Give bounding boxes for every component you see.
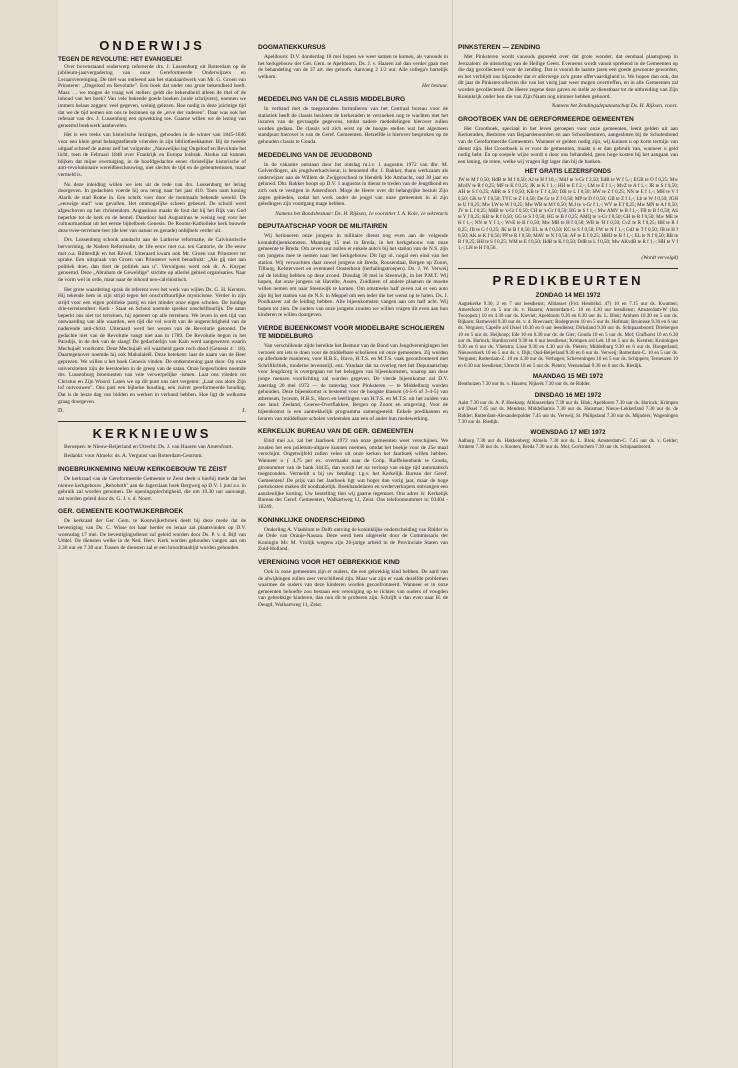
column-1 — [58, 38, 246, 554]
heading: DEPUTAATSCHAP VOOR DE MILITAIREN — [258, 223, 388, 231]
signature-row — [58, 408, 246, 415]
paragraph: Het grote waardering sprak de referent over het werk van wijlen Ds. G. H. Kersten. Hij tekende hem in zijn strijd tegen het onschriftuurlijke mysticisme. Verder in zijn strijd voor een eigen politieke partij en niet minder onze eigen scholen. De huidige drie-terreinenleer: Kerk - Staat en School noemde spreker onschriftuurlijk. De satan beperkt ons niet tot terreinen, hij opereert op alle terreinen. We leven in een tijd van ontwaarding van alle waarden, een tijd die vol wordt van de ongerechtigheid van de naderende anti-christ. Uiteraard werd het wezen van de Revolutie getoond. De gedachte niet van de Revolutie vangt niet aan in 1789. De Revolutie begon in het Paradijs, in de dek van de slang! De gedachtelijn van Kain werd aangewezen waarin Mechujaël voorkomt. Deze Mechujaël wil waarheid gaste roch dood (Genesis 4 : 18). Daartegenover noemde hij ook Mahalaleël. Deze betekent: laat de naam van de Heer geprezen. We willen u het boek Genesis vinden. De ontkerstening gaat door. Op onze universiteiten zijn de leerstoelen in de greep van de satan. Onze hogescholen noemde drs. Lussenburg broeinesten van vele verwerpelijke -ismen. Laat ons vlieden tot Christus en Zijn Woord. Laten we op dit punt ons niet vergeten: „Laat ons alom Zijn lof ontvouwen". Ons past een bijbelse houding, een zuiver gereformeerde houding. Dat is de leuze dag van bidden en werken in verband hebben. Hoe ligt de welkome graag doorgeven. — [58, 286, 246, 405]
signature: Namens het Bondsbestuur: Ds. H. Rijksen, 1e voorzitter I. A. Kole, 1e sekretaris — [275, 210, 448, 217]
column-2 — [258, 38, 448, 612]
signature-right: J. — [242, 408, 246, 415]
signature: Het bestuur. — [421, 83, 448, 90]
paragraph: Eind mei a.s. zal het Jaarboek 1972 van onze gemeenten weer verschijnen. We zouden het een psiletum-uitgave kunnen noemen, omdat het boekje voor de 25e maal verschijnt. Ongetwijfeld zullen velen uit onze kerken het Jaarboek willen hebben. Wanneer u ƒ 4,75 per ex. overmaakt naar de Coöp. Raiffeisenbank te Gouda, gironummer van de bank 34435, dan wordt het na verloop van enige tijd automatisch toegezonden. Vermeldt u bij uw betaling: t.g.v. het Kerkelijk Bureau der Geref. Gemeenten! De prijs van het Jaarboek ligt wat hoger dan vorig jaar, maar de hoge portokosten maken dit noodzakelijk. Boekhandelaren en wederverkopers ontvangen een aanzienlijke korting. Uw bestelling tien wij gaarne tegemoet. Ons adres is: Kerkelijk Bureau der Geref. Gemeenten, Walkartweg 11, Zeist. Ons telefoonnummer is: 03404 - 18249. — [258, 438, 448, 511]
sermon-list: Aagtekerke 9.30, 2 en 7 uur leesdienst; Alblasser (Frd. Hendrikd. 47) 10 en 7.15 uur ds. Kwanten; Amersfoort 10 en 5 uur ds. v. Haaren; Amsterdam-C. 10 en 4.30 uur leesdienst; Amsterdam-W (Jan Tooropstr.) 10 en 4.30 uur ds. Kieviet; Apeldoorn 9.30 en 6.30 uur ds. L. Blok; Arnhem 10.30 en 5 uur ds. Rijksen; Barneveld 9.30 uur ds. v. d. Breevaart; Bodegraven 10 en 5 uur ds. Hofman; Bruinisse 9.30 en 6 uur ds. Vergunst; Capelle a/d IJssel 10.30 en 6 uur leesdienst; Dirksland 9.30 uur ds. Schipaanboord; Driebergen 10 en 5 uur ds. Heijkoop; Ede 10 en 6.30 uur ds. de Gier; Gouda 10 en 5 uur ds. Mol; Grafhorst 10 en 6.30 uur ds. Harinck; Hardinxveld 9.30 en 6 uur leesdienst; Krimpen a/d Lek 10 en 5 uur ds. Kersten; Kruiningen 9.30 en 6 uur ds. Vlietstra; Lisse 9.30 en 4.30 uur ds. Pieters; Middelburg 9.30 en 6 uur ds. Hoogerland; Nieuwerkerk 10 en 5 uur ds. v. Dijk; Oud-Beijerland 9.30 en 6 uur ds. Verweij; Rotterdam-C. 10 en 5 uur ds. Vergunst; Rotterdam-Z. 10 en 4.30 uur ds. Verhagen; Scheveningen 10 en 5 uur ds. Schippers; Terneuzen 10 en 6.30 uur leesdienst; Utrecht 10 en 5 uur ds. Pieters; Veenendaal 9.30 en 6 uur ds. Riedijk. — [458, 301, 678, 369]
paragraph: Van verschillende zijde bereikte het Bestuur van de Bond van Jeugdverenigingen het verzoek om iets te doen voor de middelbare scholieren uit onze gemeenten. Zij worden op allerhande manieren, voor H.B.S., Havo, H.T.S. en M.T.S. vaak geconfronteerd met Schriftkritiek, moderne levensstijl, enz. Vandaar dat na overleg met het Deputaatschap voor Jeugdzorg is overgegaan tot het beleggen van bijeenkomsten, waarop aan deze jonge mensen voorlichting zal worden gegeven. De vierde bijeenkomst zal D.V. zaterdag 20 mei 1972 — de zaterdag voor Pinksteren — te Middelburg worden gehouden. Deze bijeenkomst is bestemd voor de hoogste klassen (4-5-6 of 3-4-5) van atheneum, lyceum, H.B.S., Havo en leerlingen van H.T.S. en M.T.S. uit het zuiden van ons land: Zeeland, Goeree-Overflakkee, Bergen op Zoom en omgeving. Voor de bijeenkomst is een aantrekkelijk programma samengesteld. Enkele predikanten en leraren van middelbare scholen verleenden aan een of ander hun medewerking. — [258, 343, 448, 422]
heading: VERENIGING VOOR HET GEBREKKIGE KIND — [258, 559, 400, 567]
day-heading: WOENSDAG 17 MEI 1972 — [530, 428, 606, 436]
day-heading: MAANDAG 15 MEI 1972 — [532, 372, 604, 380]
paragraph: Apeldoorn: D.V. donderdag 18 mei hopen we weer samen te komen, als vanouds in het kerkgebouw der Ger. Gem. te Apeldoorn. Ds. J. v. Haaren zal dan verder gaan met de behandeling van de 37 art. des geloofs. Aanvang 2 1/2 uur. Alle collega's hartelijk welkom. — [258, 54, 448, 80]
paragraph: Met Pinksteren wordt vanouds gepreekt over dat grote wonder, dat eenmaal plaatsgreep in Jeruzalem: de uitstorting van de Heilige Geest. Eveneens wordt vanuit sprekend in de Gemeenten op die dag gecollecteerd voor de zending. Dat is vooral de laatste jaren een goede gewoonte geworden, en het verblijdt ons bijzonder dat er allerwege zo'n grote offervaardigheid is. We hopen dan ook, dat dit jaar de Pinkstercollecten die van het vorig jaar weer mogen overtreffen, en in alle Gemeenten zal worden gecollecteerd. De Heere zegene deze gaven en stelle ze dienstbaar tot de uitbreiding van Zijn Koninkrijk onder hen die van Zijn Naam nog nimmer hebben gehoord. — [458, 54, 678, 100]
heading: VIERDE BIJEENKOMST VOOR MIDDELBARE SCHOLIEREN TE MIDDELBURG — [258, 325, 445, 340]
paragraph: Nu deze inleiding willen we iets uit de rede van drs. Lussenburg ter lering doorgeven. In gedachten voerde hij ons terug naar het jaar 410. Toen nam koning Alarik de stad Rome in. Een schrik voer door de toenmaals bekende wereld. De „eeuwige stad" was gevallen. Het ommogelijke scheen gebeurd. De schuld werd afgeschoven op het christendom. Augustinus maakt de fout dat hij het Rijk van God beperkte tot de kerk en de hemel. Daardoor had Augustinus te weinig oog voor het cultuurmandaat uit het eerste bijbelboek Genesis. De Rooms-Katholieke kerk bouwde deze twee-terreinen-leer (de leer van natuur en genade) onbijbels verder uit. — [58, 181, 246, 234]
paragraph: Ook in onze gemeenten zijn er ouders, die een gebrekkig kind hebben. De aard van de afwijkingen zullen zeer verschillend zijn. Maar wat zijn er vaak dezelfde problemen waarmee de ouders van deze kinderen worden geconfronteerd. Wanneer er in onze gemeenten behoefte zou bestaan een vereniging op te richten van ouders of voogden van gebrekkige kinderen, dan nou dit te proberen zijn. Schrijft u dan even naar H. de Deugd, Walkartweg 11, Zeist. — [258, 569, 448, 608]
heading: KONINKLIJKE ONDERSCHEIDING — [258, 516, 365, 524]
paragraph: De kerkraad van de Gereformeerde Gemeente te Zeist deelt u hierbij mede dat het nieuwe kerkgebouw „Rehoboth" aan de Jagerslaan hoek Bergweg op D.V. 1 juni a.s. in gebruik zal worden genomen. De openingsplechtigheid, die om 19.30 uur aanvangt, zal worden geleid door ds. G. J. v. d. Noort. — [58, 475, 246, 502]
page-fold — [452, 0, 453, 1068]
day-heading: ZONDAG 14 MEI 1972 — [535, 291, 601, 299]
paragraph: Beroepen: te Nieuw-Beijerland en Utrecht: Ds. J. van Huaren van Amersfoort. — [64, 443, 234, 450]
signature-left: D. — [58, 408, 64, 415]
sermon-list: Benthuizen 7.30 uur ds. v. Haaren; Nijkerk 7.30 uur ds. de Ridder. — [458, 382, 591, 388]
divider — [58, 421, 246, 422]
heading: INGEBRUIKNEMING NIEUW KERKGEBOUW TE ZEIST — [58, 465, 227, 473]
heading: MEDEDELING VAN DE CLASSIS MIDDELBURG — [258, 95, 406, 103]
heading: KERKELIJK BUREAU VAN DE GER. GEMEENTEN — [258, 428, 414, 436]
subtitle-revolutie: TEGEN DE REVOLUTIE: HET EVANGELIE! — [58, 56, 182, 63]
paragraph: In de vakantie ontstaan door het ontslag m.i.v. 1 augustus 1972 van dhr. M. Golverdingen, als jeugdwerkadviseur, is benoemd dhr. J. Bakker, thans werkzaam als onderwijzer aan de Willem de Zwijgerschool te Hendrik Ido Ambacht, oud 30 jaar en gehuwd. Dhr. Bakker hoopt op D.V. 1 augustus in dienst te treden van de Jeugdbond en zich ook te vestigen in Amersfoort. Moge de Heere over dit belangrijke besluit Zijn zegen gebieden, zodat het werk onder de jeugd van onze gemeenten in al zijn geledingen zijn voortgang mage hebben. — [258, 161, 448, 208]
donor-list: JW te M f 0,50; HdB te M f 0,50; AJ te H f 10,-; MdJ te 's-Gr f 2,50; EdB te W f 5,-; EGB te O f 0,25; Mw MvdV te R f 0,25; MF te K f 0,25; JK te K f 1,-; HH te E f 2,-; LM te E f 1,-; MvZ te A f 1,-; JR te S f 0,50; AH te S f 0,25; ABR te S f 0,50; KB te T f 4,50; DB te L f 0,50; HW te Z f 0,25; NN te E f 1,-; MH te V f 0,50; GK te Y f 0,50; TVC te Z f 4,50; De Gr te Z f 0,50; MP te D f 0,50; GB te Z f 1,-; Lb te W f 0,50; JGH te U f 0,25; Mw LW te W f 0,25; Mw WB te M f 0,50; M.J te 's-Gr f 1,-; WV te E f 0,25; Mw MN te A f 0,50; JV te L f 0,25; MdB te 's-Gr f 0,50; CH te 's-Gr f 0,50; HG te S f 1,-; Mw AMV te B f 1,-; FB te B f 0,50; AS te Y f 0,25; KB te R f 0,50; GG te S f 0,50; HG te B f 0,25; AMQ te 's-Gr f 0,50; GH te R f 0,50; Mw ME te H f 1,-; NN te Y f 1,-; WvE te B f 0,50; Mw MB te H f 0,50; WB te 'H f 0,50; CvZ te R f 0,25; HH te R f 0,25; JB te G f 0,25; JK te B f 0,50; EL te A f 0,50; KC te S f 0,50; FW te N f 1,-; GdJ te T f 0,50; JB te H f 0,50; AK te K f 0,50; PP te R f 0,50; MAV te N f 0,50; AF te E f 0,25; HHD te B f 1,-; EL te N f 0,50; BB te R f 0,25; BH te S f 0,25; WM te E f 0,50; HdB te K f 0,50; DdB te L f 0,50; Mw AKvdB te R f 1,-; HH te V f 1,-; LH te H f 0,50. — [458, 177, 678, 252]
heading: GER. GEMEENTE KOOTWIJKERBROEK — [58, 508, 184, 516]
sermon-list: Aalst 7.30 uur ds. A. P. Hoekzep; Alblasserdam 7.30 uur ds. Blok; Apeldoorn 7.30 uur ds. Harinck; Krimpen a/d IJssel 7.45 uur ds. Mendeta; Middelharnis 7.30 uur ds. Huisman; Nieuw-Lekkerland 7.30 uur ds. de Ridder; Rotterdam-Alexanderpolder 7.45 uur ds. Verweij; St. Philipsland 7.30 uur ds. Mijnders; Wageningen 7.30 uur ds. Riedijk. — [458, 401, 678, 425]
paragraph: Drs. Lussenburg schonk aandacht aan de Lutherse reformatie, de Calvinistische hervorming, de Nadere Reformatie, de 18e eeuw met o.a. ten Cantorie, de 19e eeuw met o.a. Bilderdijk en het Réveil. Uiteraard kwam ook Mr. Groen van Prinsterer ter sprake. Een uitspraak van Groen van Prinsterer werd benadrukt: „Als gij niet aan politiek doet, dan doet de politiek aan u". Vervolgens werd ook dr. A. Kuyper genoemd. Deze „Abraham de Geweldige" stichtte op allerlei gebied organisaties. Naar de vorm wel in orde, maar naar de inhoud neo-calvinistisch. — [58, 237, 246, 283]
page-margin — [0, 0, 58, 1068]
paragraph: In verband met de toegezonden formulieren van het Centraal bureau voor de statistiek heeft de classis besloten de kerkeraden te verzoeken nog te wachten met het inzuren van de gevraagde gegevens, totdat nadere mededelingen hierover zullen worden gedaan. De classis wil zich eerst op de hoogte stellen wat het algemeen standpunt hierover is van de Geref. Gemeenten. Hetzelfde is hierover besproken op de gehouden classis te Gouda. — [258, 105, 448, 145]
paragraph: Het Grootboek, speciaal in het leven geroepen voor onze gemeenten, leent gelden uit aan Kerkeraden, Besturen van Bejaardenoorden en aan Schoolbesturen, aangesloten bij de Scholenbond van de Gereformeerde Gemeenten. Wanneer er gelden nodig zijn, wij kunnen u op korte termijn van dienst zijn. Het Grootboek is er voor de gemeenten, maakt u er dan gebruik van, wanneer u geld nodig hebt. En op soepele wijze wordt u door ons behandeld, geen hoge kosten bij het aangaan van een lening, de rente, welke wij vragen ligt lager dan bij de banken. — [458, 125, 678, 165]
heading: GROOTBOEK VAN DE GEREFORMEERDE GEMEENTEN — [458, 115, 634, 123]
heading: MEDEDELING VAN DE JEUGDBOND — [258, 151, 373, 159]
paragraph: Wij herinneren onze jongens in militaire dienst nog even aan de volgende kontaktbijeenkomsten. Maandag 15 mei in Breda, in het kerkgebouw van onze gemeente te Breda. Om zeven uur zullen er enkele auto's bij het station van de N.S. zijn om jongens mee te nemen naar het kerkgebouw. Dit ligt nl. nogal een eind van het station. Wij verwachten daar zowel jongens uit Breda, Roosendaal, Bergen op Zoom, Tilburg, Kelstervoert en eventueel Oosterhout (herhalingstroepen). Ds. J. W. Verweij zal de leiding hebben op deze avond. Dinsdag 30 mei in Steenwijk, in het P.M.T. Wij hopen, dat onze jongens uit Havelte, Assen, Zuidlaren of andere plaatsen de moeite willen nemen om naar Steenwijk te komen. Om omstreeks half zeven zal er een auto zijn bij het station van de N.S. in Meppel om een ieder die het wenst op te halen. Ds. J. Poolkazeer zal de leiding hebben. Alle bijeenkomsten vangen aan om half acht. Wij hopen tot zien. De ouders van onze jongens zouden we willen vragen dit even aan hun kinderen te willen doorgeven. — [258, 233, 448, 319]
list-heading: HET GRATIS LEZERSFONDS — [524, 168, 612, 176]
sermon-list: Aalburg 7.30 uur ds. Hakkenberg; Almelo 7.30 uur ds. L. Blok; Amsterdam-C. 7.45 uur ds. v. Gelder; Arnhem 7.30 uur ds. v. Kooten; Breda 7.30 uur ds. Mol; Gorinchem 7.30 uur ds. Schipaanboord. — [458, 438, 678, 450]
column-3 — [458, 38, 678, 454]
paragraph: Onderling A. Vlasblom te Delft ontving de koninklijke onderscheiding van Ridder in de Orde van Oranje-Nassau. Deze werd hem uitgereikt door de Commissaris der Koningin Mr. M. Vrolijk wegens zijn 26-jarige arbeid in de Provinciale Staten van Zuid-Holland. — [258, 526, 448, 553]
paragraph: Het is een reeks van historische lezingen, gehouden in de winter van 1845-1846 voor een klein getal belangstellende vrienden in zijn bibliotheekkamer. Bij de tweede uitgaaf schreef de auteur zelf het volgende: „Nauwelijks lag Ongeloof en Revolutie het licht, toen de Februari 1848 over Frankrijk en Europa losbrak. Alsdus zal kunnen blijken dat mijne overtuiging, in de hoofdgedachte eener christelijke historische of anti-revolutionaire wereldbeschouwing, niet slechts de tijd en de gebeurtenissen, maar vermeld is. — [58, 132, 246, 178]
section-title-onderwijs: ONDERWIJS — [99, 38, 205, 53]
heading: DOGMATIEKKURSUS — [258, 44, 326, 51]
paragraph: De kerkraad der Ger. Gem. te Kootwijkerbroek deelt bij deze mede dat de bevestiging van Ds. C. Wisse tot haar herder en leraar zal plaatsvinden op D.V. woensdag 17 mei. De bevestigingsdienst zal geleid worden door Ds. P. v. d. Bijl van Uddel. De diensten welke in de Ned. Herv. Kerk worden gehouden vangen aan om 2.30 uur en 7.30 uur. Tussen de diensten zal er een broodmaaltijd worden gehouden. — [58, 518, 246, 551]
divider — [458, 268, 678, 269]
paragraph: Bedankt: voor Almelo: ds. A. Vergunst van Rotterdam-Centrum. — [64, 453, 203, 460]
section-title-predikbeurten: PREDIKBEURTEN — [492, 272, 644, 288]
continued-note: (Wordt vervolgd) — [641, 255, 678, 262]
heading: PINKSTEREN — ZENDING — [458, 44, 541, 51]
day-heading: DINSDAG 16 MEI 1972 — [534, 391, 602, 399]
signature: Namens het Zendingsdeputaatschap Ds. H. Rijksen, voorz. — [551, 103, 678, 110]
paragraph: Over bovenstaand onderwerp refereerde drs. J. Lussenburg uit Rotterdam op de jubileum-jaarvergadering van onze Gereformeerde Onderwijzers en Leraarsvereniging. De titel was ontleend aan het standaardwerk van Mr. G. Groen van Prinsterer: „Ongeloof en Revolutie". Een boek dat onder ons grote bekendheid heeft. Maar. . . we mogen de vraag wel stellen: geldt die bekendheid alleen de titel of de inhoud van het boek? Van vele bekende goede boeken (oude schrijvers), noemen we immers helaas zeggen: veel gegeven, weinig gelezen. Hoe nodig in deze juichtige tijd dat we de tijd nemen om ons te bezinnen op de „erve der vaderen". Daar was ook het referaat van drs. J. Lussenburg een opwekking toe. Gaarne willen we de lezing van genoemd boekwerk aanbevelen. — [58, 63, 246, 129]
section-title-kerknieuws: KERKNIEUWS — [92, 425, 212, 441]
